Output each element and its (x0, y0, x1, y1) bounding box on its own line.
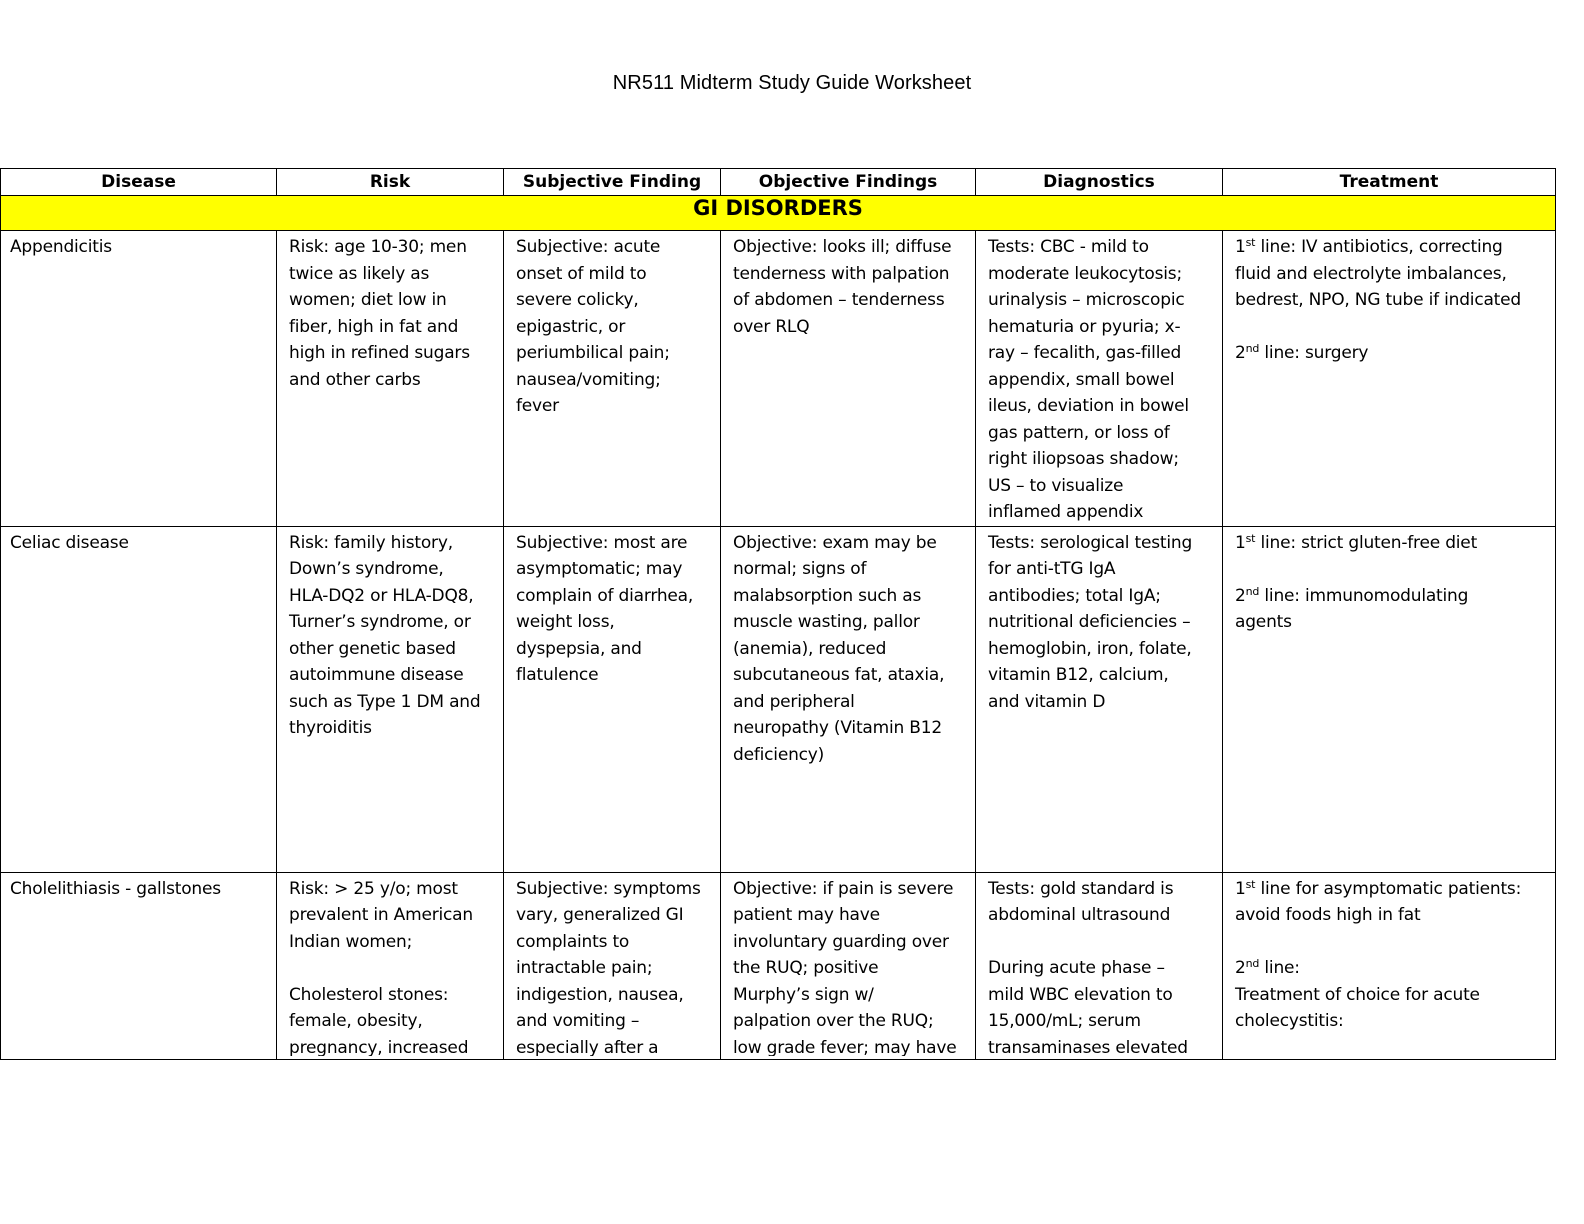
subjective-cell (504, 872, 721, 1059)
objective-cell (721, 872, 976, 1059)
disease-name: Appendicitis (10, 237, 112, 257)
header-diagnostics: Diagnostics (976, 169, 1223, 196)
treatment-first-line-text: line: IV antibiotics, correcting fluid and electrolyte imbalances, bedrest, NPO, NG tube if indicated (1235, 237, 1521, 310)
ordinal-number: 2 (1235, 958, 1246, 978)
treatment-text (1223, 873, 1555, 1035)
disease-name: Cholelithiasis - gallstones (10, 878, 221, 899)
header-row (1, 169, 1556, 196)
risk-text: Risk: > 25 y/o; most prevalent in American Indian women; Cholesterol stones: female, obesity, pregnancy, increased (289, 878, 473, 1056)
treatment-cell (1223, 526, 1556, 872)
subjective-cell (504, 231, 721, 527)
objective-text: Objective: looks ill; diffuse tenderness with palpation of abdomen – tenderness over RLQ (733, 237, 952, 337)
header-subjective: Subjective Finding (504, 169, 721, 196)
section-title-gi-disorders: GI DISORDERS (1, 196, 1556, 231)
treatment-text (1223, 231, 1555, 367)
objective-cell (721, 231, 976, 527)
disease-cell (1, 526, 277, 872)
ordinal-suffix: nd (1245, 584, 1260, 598)
section-row (1, 196, 1556, 231)
subjective-text: Subjective: acute onset of mild to severe colicky, epigastric, or periumbilical pain; nausea/vomiting; fever (516, 237, 670, 416)
ordinal-suffix: nd (1245, 342, 1260, 355)
treatment-second-line (1235, 958, 1480, 1031)
subjective-cell (504, 526, 721, 872)
treatment-first-line-text: line: strict gluten-free diet (1255, 532, 1478, 553)
treatment-second-line-text: line: Treatment of choice for acute cholecystitis: (1235, 958, 1480, 1031)
treatment-second-line (1235, 586, 1468, 633)
diagnostics-cell (976, 872, 1223, 1059)
header-objective: Objective Findings (721, 169, 976, 196)
treatment-first-line (1235, 533, 1477, 553)
objective-text: Objective: exam may be normal; signs of malabsorption such as muscle wasting, pallor (anemia), reduced subcutaneous fat, ataxia, and peripheral neuropathy (Vitamin B12 deficiency) (733, 532, 945, 765)
subjective-text: Subjective: symptoms vary, generalized GI complaints to intractable pain; indigestion, nausea, and vomiting – especially after a (516, 878, 701, 1056)
treatment-first-line (1235, 237, 1521, 310)
treatment-second-line-text: line: surgery (1259, 343, 1369, 363)
treatment-cell (1223, 231, 1556, 527)
ordinal-number: 1 (1235, 878, 1246, 899)
ordinal-number: 2 (1235, 585, 1246, 606)
table-row (1, 231, 1556, 527)
treatment-second-line-text: line: immunomodulating agents (1235, 585, 1469, 632)
objective-cell (721, 526, 976, 872)
ordinal-number: 1 (1235, 237, 1246, 257)
diagnostics-text: Tests: CBC - mild to moderate leukocytosis; urinalysis – microscopic hematuria or pyuria; x- ray – fecalith, gas-filled appendix, small bowel ileus, deviation in bowel gas pattern, or loss of right iliopsoas shadow; US – to visualize inflamed appendix (988, 237, 1189, 522)
risk-cell (277, 231, 504, 527)
ordinal-number: 1 (1235, 532, 1246, 553)
ordinal-suffix: nd (1245, 957, 1260, 970)
disease-name: Celiac disease (10, 532, 129, 553)
subjective-text: Subjective: most are asymptomatic; may complain of diarrhea, weight loss, dyspepsia, and flatulence (516, 532, 694, 685)
ordinal-suffix: st (1245, 236, 1256, 249)
risk-cell (277, 526, 504, 872)
table-row (1, 872, 1556, 1059)
header-disease: Disease (1, 169, 277, 196)
ordinal-suffix: st (1245, 877, 1256, 891)
header-risk: Risk (277, 169, 504, 196)
treatment-first-line (1235, 879, 1521, 926)
ordinal-number: 2 (1235, 343, 1246, 363)
diagnostics-cell (976, 231, 1223, 527)
risk-text: Risk: family history, Down’s syndrome, HLA-DQ2 or HLA-DQ8, Turner’s syndrome, or other genetic based autoimmune disease such as Type 1 DM and thyroiditis (289, 532, 481, 738)
diagnostics-text: Tests: serological testing for anti-tTG IgA antibodies; total IgA; nutritional deficiencies – hemoglobin, iron, folate, vitamin B12, calcium, and vitamin D (988, 532, 1193, 712)
treatment-text (1223, 527, 1555, 636)
risk-text: Risk: age 10-30; men twice as likely as women; diet low in fiber, high in fat and high in refined sugars and other carbs (289, 237, 470, 390)
disease-cell (1, 231, 277, 527)
treatment-first-line-text: line for asymptomatic patients: avoid foods high in fat (1235, 878, 1522, 925)
diagnostics-text: Tests: gold standard is abdominal ultrasound During acute phase – mild WBC elevation to 15,000/mL; serum transaminases elevated (988, 878, 1188, 1056)
treatment-cell (1223, 872, 1556, 1059)
table-row (1, 526, 1556, 872)
header-treatment: Treatment (1223, 169, 1556, 196)
objective-text: Objective: if pain is severe patient may have involuntary guarding over the RUQ; positive Murphy’s sign w/ palpation over the RUQ; low grade fever; may have (733, 878, 957, 1056)
treatment-second-line (1235, 343, 1368, 363)
document-title: NR511 Midterm Study Guide Worksheet (612, 72, 972, 94)
diagnostics-cell (976, 526, 1223, 872)
study-guide-table (0, 168, 1556, 1060)
disease-cell (1, 872, 277, 1059)
ordinal-suffix: st (1245, 531, 1256, 545)
risk-cell (277, 872, 504, 1059)
